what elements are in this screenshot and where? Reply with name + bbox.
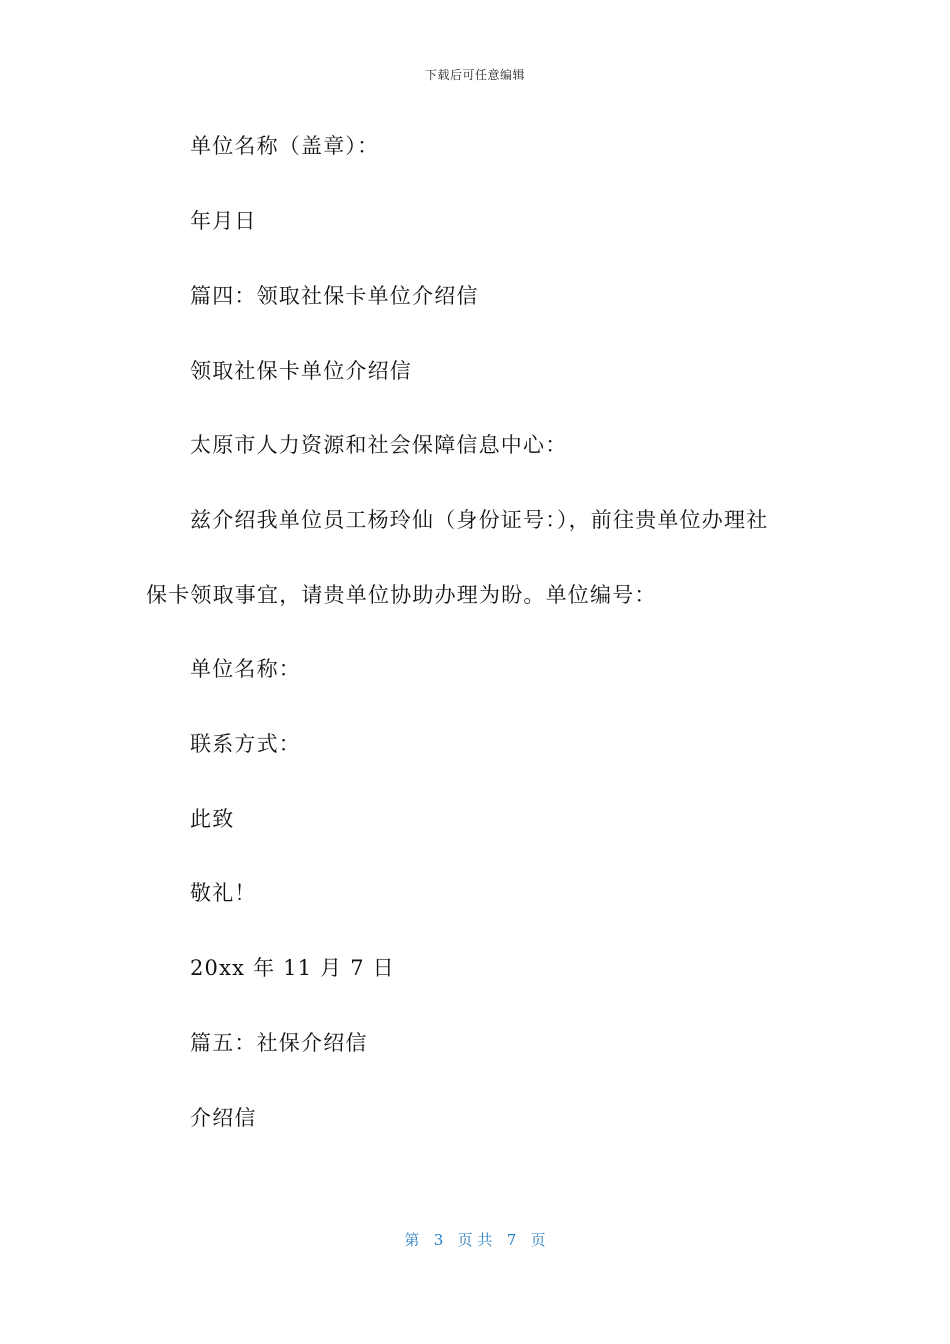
page-prefix: 第	[404, 1231, 420, 1249]
page-middle: 页 共	[457, 1231, 493, 1249]
text-line: 敬礼！	[190, 881, 257, 905]
letter-title: 介绍信	[190, 1106, 257, 1130]
text-line: 单位名称（盖章）：	[190, 134, 380, 158]
section-heading: 篇四：领取社保卡单位介绍信	[190, 284, 479, 308]
page-header: 下载后可任意编辑	[424, 68, 525, 82]
text-line: 联系方式：	[190, 732, 301, 756]
section-heading: 篇五：社保介绍信	[190, 1031, 368, 1055]
letter-date: 20xx 年 11 月 7 日	[190, 956, 395, 980]
text-line: 单位名称：	[190, 657, 301, 681]
page-suffix: 页	[530, 1231, 546, 1249]
page-number: 3	[433, 1231, 444, 1249]
text-line: 此致	[190, 807, 235, 831]
letter-recipient: 太原市人力资源和社会保障信息中心：	[190, 433, 568, 457]
text-line: 年月日	[190, 209, 257, 233]
letter-paragraph-line: 保卡领取事宜，请贵单位协助办理为盼。单位编号：	[146, 583, 657, 607]
total-pages: 7	[506, 1231, 517, 1249]
page-footer	[0, 1229, 950, 1250]
letter-title: 领取社保卡单位介绍信	[190, 359, 412, 383]
letter-paragraph-line: 兹介绍我单位员工杨玲仙（身份证号：），前往贵单位办理社	[190, 508, 769, 532]
